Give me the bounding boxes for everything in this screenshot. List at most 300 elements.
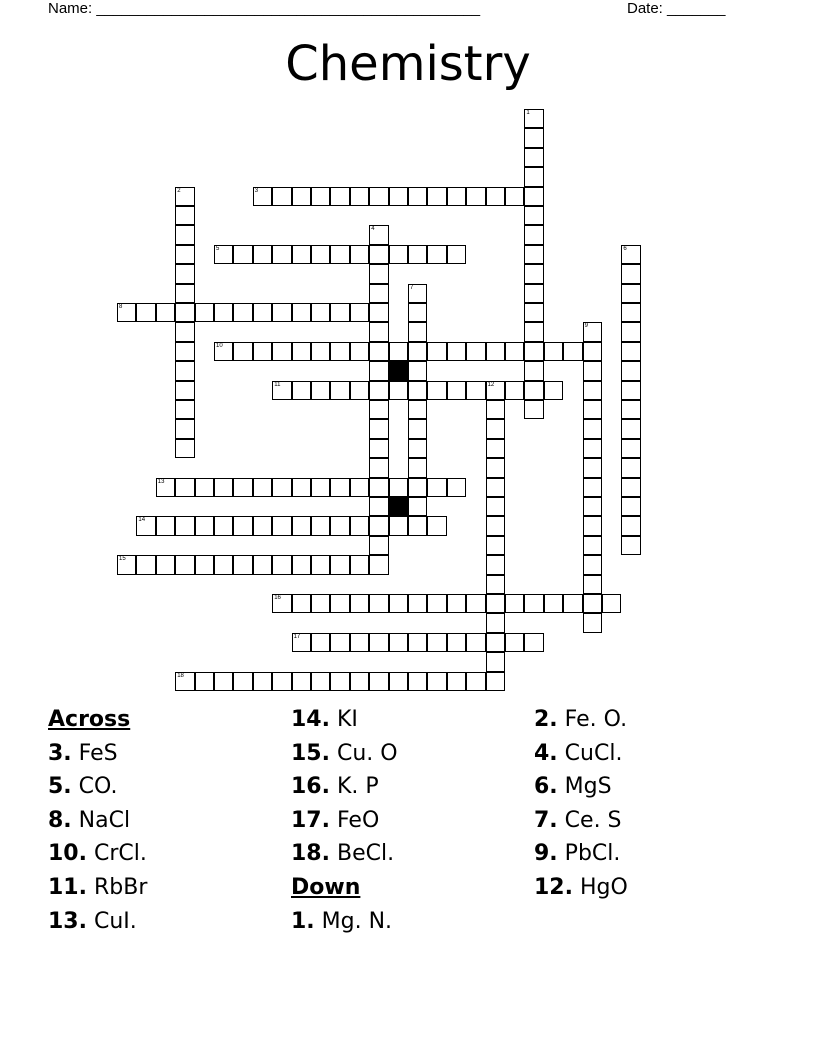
grid-cell[interactable] bbox=[369, 245, 388, 264]
grid-cell[interactable] bbox=[486, 613, 505, 632]
grid-cell[interactable] bbox=[195, 672, 214, 691]
grid-cell[interactable] bbox=[369, 225, 388, 244]
grid-cell[interactable] bbox=[175, 303, 194, 322]
grid-cell[interactable] bbox=[253, 342, 272, 361]
blocked-cell bbox=[389, 361, 408, 380]
grid-cell[interactable] bbox=[524, 381, 543, 400]
grid-cell[interactable] bbox=[253, 516, 272, 535]
grid-cell[interactable] bbox=[350, 594, 369, 613]
grid-cell[interactable] bbox=[524, 109, 543, 128]
grid-cell[interactable] bbox=[621, 516, 640, 535]
grid-cell[interactable] bbox=[330, 381, 349, 400]
grid-cell[interactable] bbox=[233, 342, 252, 361]
grid-cell[interactable] bbox=[214, 555, 233, 574]
grid-cell[interactable] bbox=[486, 342, 505, 361]
grid-cell[interactable] bbox=[233, 245, 252, 264]
grid-cell[interactable] bbox=[369, 419, 388, 438]
grid-cell[interactable] bbox=[524, 633, 543, 652]
grid-cell[interactable] bbox=[621, 342, 640, 361]
grid-cell[interactable] bbox=[330, 303, 349, 322]
grid-cell[interactable] bbox=[311, 342, 330, 361]
grid-cell[interactable] bbox=[389, 187, 408, 206]
grid-cell[interactable] bbox=[233, 672, 252, 691]
grid-cell[interactable] bbox=[427, 478, 446, 497]
grid-cell[interactable] bbox=[389, 516, 408, 535]
grid-cell[interactable] bbox=[505, 381, 524, 400]
grid-cell[interactable] bbox=[524, 148, 543, 167]
grid-cell[interactable] bbox=[136, 555, 155, 574]
clue-column-2 bbox=[291, 703, 398, 938]
grid-cell[interactable] bbox=[369, 594, 388, 613]
grid-cell[interactable] bbox=[563, 342, 582, 361]
grid-cell[interactable] bbox=[175, 361, 194, 380]
grid-cell[interactable] bbox=[544, 342, 563, 361]
grid-cell[interactable] bbox=[524, 167, 543, 186]
grid-cell[interactable] bbox=[195, 303, 214, 322]
grid-cell[interactable] bbox=[156, 478, 175, 497]
grid-cell[interactable] bbox=[369, 478, 388, 497]
grid-cell[interactable] bbox=[486, 187, 505, 206]
clue-number: 17. bbox=[291, 807, 330, 833]
grid-cell[interactable] bbox=[369, 672, 388, 691]
grid-cell[interactable] bbox=[447, 478, 466, 497]
grid-cell[interactable] bbox=[486, 555, 505, 574]
grid-cell[interactable] bbox=[369, 284, 388, 303]
grid-cell[interactable] bbox=[369, 536, 388, 555]
grid-cell[interactable] bbox=[175, 672, 194, 691]
grid-cell[interactable] bbox=[369, 633, 388, 652]
grid-cell[interactable] bbox=[292, 478, 311, 497]
grid-cell[interactable] bbox=[350, 672, 369, 691]
grid-cell[interactable] bbox=[486, 419, 505, 438]
grid-cell[interactable] bbox=[389, 594, 408, 613]
grid-cell[interactable] bbox=[272, 555, 291, 574]
grid-cell[interactable] bbox=[272, 342, 291, 361]
grid-cell[interactable] bbox=[136, 516, 155, 535]
grid-cell[interactable] bbox=[117, 555, 136, 574]
grid-cell[interactable] bbox=[583, 439, 602, 458]
cell-number: 8 bbox=[119, 304, 123, 310]
grid-cell[interactable] bbox=[389, 478, 408, 497]
grid-cell[interactable] bbox=[408, 322, 427, 341]
grid-cell[interactable] bbox=[583, 458, 602, 477]
grid-cell[interactable] bbox=[292, 187, 311, 206]
clue-number: 8. bbox=[48, 807, 72, 833]
clue-down-9 bbox=[534, 837, 628, 871]
grid-cell[interactable] bbox=[447, 245, 466, 264]
grid-cell[interactable] bbox=[175, 322, 194, 341]
grid-cell[interactable] bbox=[427, 245, 446, 264]
grid-cell[interactable] bbox=[214, 516, 233, 535]
grid-cell[interactable] bbox=[621, 419, 640, 438]
grid-cell[interactable] bbox=[486, 497, 505, 516]
grid-cell[interactable] bbox=[350, 516, 369, 535]
grid-cell[interactable] bbox=[524, 361, 543, 380]
grid-cell[interactable] bbox=[330, 245, 349, 264]
grid-cell[interactable] bbox=[330, 516, 349, 535]
clue-number: 4. bbox=[534, 740, 558, 766]
grid-cell[interactable] bbox=[583, 497, 602, 516]
grid-cell[interactable] bbox=[408, 342, 427, 361]
grid-cell[interactable] bbox=[486, 458, 505, 477]
grid-cell[interactable] bbox=[447, 633, 466, 652]
grid-cell[interactable] bbox=[117, 303, 136, 322]
grid-cell[interactable] bbox=[505, 342, 524, 361]
clue-number: 3. bbox=[48, 740, 72, 766]
cell-number: 2 bbox=[177, 187, 181, 194]
grid-cell[interactable] bbox=[350, 303, 369, 322]
grid-cell[interactable] bbox=[427, 594, 446, 613]
grid-cell[interactable] bbox=[175, 187, 194, 206]
grid-cell[interactable] bbox=[175, 245, 194, 264]
cell-number: 13 bbox=[157, 478, 165, 485]
grid-cell[interactable] bbox=[602, 594, 621, 613]
grid-cell[interactable] bbox=[195, 478, 214, 497]
grid-cell[interactable] bbox=[524, 128, 543, 147]
grid-cell[interactable] bbox=[311, 594, 330, 613]
grid-cell[interactable] bbox=[447, 594, 466, 613]
grid-cell[interactable] bbox=[621, 381, 640, 400]
grid-cell[interactable] bbox=[369, 497, 388, 516]
grid-cell[interactable] bbox=[408, 245, 427, 264]
grid-cell[interactable] bbox=[408, 381, 427, 400]
grid-cell[interactable] bbox=[486, 594, 505, 613]
grid-cell[interactable] bbox=[253, 672, 272, 691]
clue-number: 9. bbox=[534, 841, 558, 867]
grid-cell[interactable] bbox=[563, 594, 582, 613]
grid-cell[interactable] bbox=[369, 458, 388, 477]
grid-cell[interactable] bbox=[292, 516, 311, 535]
grid-cell[interactable] bbox=[253, 245, 272, 264]
grid-cell[interactable] bbox=[447, 187, 466, 206]
grid-cell[interactable] bbox=[369, 381, 388, 400]
grid-cell[interactable] bbox=[466, 342, 485, 361]
grid-cell[interactable] bbox=[486, 633, 505, 652]
grid-cell[interactable] bbox=[447, 342, 466, 361]
grid-cell[interactable] bbox=[253, 187, 272, 206]
grid-cell[interactable] bbox=[175, 264, 194, 283]
grid-cell[interactable] bbox=[311, 633, 330, 652]
grid-cell[interactable] bbox=[311, 478, 330, 497]
cell-number: 7 bbox=[410, 284, 414, 291]
grid-cell[interactable] bbox=[369, 187, 388, 206]
grid-cell[interactable] bbox=[583, 419, 602, 438]
grid-cell[interactable] bbox=[369, 516, 388, 535]
grid-cell[interactable] bbox=[272, 478, 291, 497]
grid-cell[interactable] bbox=[175, 381, 194, 400]
grid-cell[interactable] bbox=[311, 672, 330, 691]
grid-cell[interactable] bbox=[389, 381, 408, 400]
grid-cell[interactable] bbox=[292, 555, 311, 574]
grid-cell[interactable] bbox=[311, 516, 330, 535]
grid-cell[interactable] bbox=[505, 633, 524, 652]
grid-cell[interactable] bbox=[350, 342, 369, 361]
grid-cell[interactable] bbox=[369, 555, 388, 574]
cell-number: 16 bbox=[274, 595, 281, 601]
grid-cell[interactable] bbox=[524, 400, 543, 419]
grid-cell[interactable] bbox=[175, 206, 194, 225]
grid-cell[interactable] bbox=[175, 225, 194, 244]
grid-cell[interactable] bbox=[621, 439, 640, 458]
grid-cell[interactable] bbox=[330, 633, 349, 652]
grid-cell[interactable] bbox=[195, 555, 214, 574]
cell-number: 14 bbox=[138, 517, 146, 524]
grid-cell[interactable] bbox=[214, 342, 233, 361]
grid-cell[interactable] bbox=[486, 400, 505, 419]
grid-cell[interactable] bbox=[330, 555, 349, 574]
grid-cell[interactable] bbox=[621, 536, 640, 555]
grid-cell[interactable] bbox=[350, 633, 369, 652]
grid-cell[interactable] bbox=[621, 400, 640, 419]
grid-cell[interactable] bbox=[214, 478, 233, 497]
grid-cell[interactable] bbox=[369, 342, 388, 361]
name-field[interactable]: Name: ______________________________________________ bbox=[48, 0, 481, 17]
grid-cell[interactable] bbox=[621, 264, 640, 283]
clue-text: CuCl. bbox=[564, 740, 623, 766]
grid-cell[interactable] bbox=[272, 245, 291, 264]
grid-cell[interactable] bbox=[621, 322, 640, 341]
grid-cell[interactable] bbox=[311, 245, 330, 264]
clue-text: HgO bbox=[579, 874, 628, 900]
grid-cell[interactable] bbox=[427, 342, 446, 361]
grid-cell[interactable] bbox=[408, 303, 427, 322]
grid-cell[interactable] bbox=[524, 245, 543, 264]
grid-cell[interactable] bbox=[253, 303, 272, 322]
clue-number: 15. bbox=[291, 740, 330, 766]
grid-cell[interactable] bbox=[583, 400, 602, 419]
grid-cell[interactable] bbox=[486, 381, 505, 400]
grid-cell[interactable] bbox=[466, 381, 485, 400]
clue-number: 16. bbox=[291, 774, 330, 800]
grid-cell[interactable] bbox=[311, 381, 330, 400]
grid-cell[interactable] bbox=[447, 381, 466, 400]
cell-number: 1 bbox=[526, 110, 530, 116]
grid-cell[interactable] bbox=[408, 361, 427, 380]
grid-cell[interactable] bbox=[524, 594, 543, 613]
grid-cell[interactable] bbox=[272, 594, 291, 613]
grid-cell[interactable] bbox=[583, 381, 602, 400]
grid-cell[interactable] bbox=[408, 478, 427, 497]
grid-cell[interactable] bbox=[175, 419, 194, 438]
grid-cell[interactable] bbox=[408, 400, 427, 419]
grid-cell[interactable] bbox=[505, 187, 524, 206]
grid-cell[interactable] bbox=[466, 633, 485, 652]
grid-cell[interactable] bbox=[466, 187, 485, 206]
grid-cell[interactable] bbox=[466, 594, 485, 613]
grid-cell[interactable] bbox=[350, 187, 369, 206]
grid-cell[interactable] bbox=[524, 206, 543, 225]
grid-cell[interactable] bbox=[175, 400, 194, 419]
grid-cell[interactable] bbox=[408, 497, 427, 516]
grid-cell[interactable] bbox=[253, 555, 272, 574]
grid-cell[interactable] bbox=[156, 516, 175, 535]
grid-cell[interactable] bbox=[621, 303, 640, 322]
grid-cell[interactable] bbox=[292, 245, 311, 264]
grid-cell[interactable] bbox=[389, 245, 408, 264]
grid-cell[interactable] bbox=[389, 633, 408, 652]
grid-cell[interactable] bbox=[583, 594, 602, 613]
grid-cell[interactable] bbox=[233, 303, 252, 322]
grid-cell[interactable] bbox=[486, 652, 505, 671]
grid-cell[interactable] bbox=[292, 672, 311, 691]
grid-cell[interactable] bbox=[447, 672, 466, 691]
grid-cell[interactable] bbox=[486, 575, 505, 594]
clue-text: KI bbox=[336, 707, 358, 732]
grid-cell[interactable] bbox=[350, 381, 369, 400]
grid-cell[interactable] bbox=[583, 613, 602, 632]
grid-cell[interactable] bbox=[311, 187, 330, 206]
grid-cell[interactable] bbox=[427, 187, 446, 206]
grid-cell[interactable] bbox=[524, 303, 543, 322]
grid-cell[interactable] bbox=[427, 633, 446, 652]
grid-cell[interactable] bbox=[486, 439, 505, 458]
grid-cell[interactable] bbox=[621, 361, 640, 380]
grid-cell[interactable] bbox=[621, 478, 640, 497]
grid-cell[interactable] bbox=[544, 594, 563, 613]
grid-cell[interactable] bbox=[524, 225, 543, 244]
grid-cell[interactable] bbox=[486, 478, 505, 497]
grid-cell[interactable] bbox=[214, 672, 233, 691]
grid-cell[interactable] bbox=[583, 361, 602, 380]
grid-cell[interactable] bbox=[330, 594, 349, 613]
grid-cell[interactable] bbox=[389, 672, 408, 691]
clue-across-11 bbox=[48, 871, 147, 905]
grid-cell[interactable] bbox=[486, 516, 505, 535]
grid-cell[interactable] bbox=[136, 303, 155, 322]
clue-text: MgS bbox=[564, 774, 612, 800]
grid-cell[interactable] bbox=[408, 187, 427, 206]
date-field[interactable]: Date: _______ bbox=[627, 0, 726, 17]
grid-cell[interactable] bbox=[544, 381, 563, 400]
clue-number: 5. bbox=[48, 774, 72, 800]
grid-cell[interactable] bbox=[311, 555, 330, 574]
grid-cell[interactable] bbox=[408, 419, 427, 438]
grid-cell[interactable] bbox=[583, 342, 602, 361]
grid-cell[interactable] bbox=[156, 303, 175, 322]
grid-cell[interactable] bbox=[156, 555, 175, 574]
grid-cell[interactable] bbox=[369, 322, 388, 341]
grid-cell[interactable] bbox=[292, 594, 311, 613]
grid-cell[interactable] bbox=[524, 342, 543, 361]
clue-across-10 bbox=[48, 837, 147, 871]
grid-cell[interactable] bbox=[233, 478, 252, 497]
grid-cell[interactable] bbox=[408, 439, 427, 458]
grid-cell[interactable] bbox=[330, 672, 349, 691]
grid-cell[interactable] bbox=[350, 555, 369, 574]
grid-cell[interactable] bbox=[214, 245, 233, 264]
grid-cell[interactable] bbox=[466, 672, 485, 691]
grid-cell[interactable] bbox=[408, 594, 427, 613]
grid-cell[interactable] bbox=[272, 381, 291, 400]
grid-cell[interactable] bbox=[272, 516, 291, 535]
grid-cell[interactable] bbox=[486, 536, 505, 555]
grid-cell[interactable] bbox=[253, 478, 272, 497]
grid-cell[interactable] bbox=[486, 672, 505, 691]
grid-cell[interactable] bbox=[408, 458, 427, 477]
cell-number: 3 bbox=[254, 187, 259, 194]
grid-cell[interactable] bbox=[272, 187, 291, 206]
clue-text: RbBr bbox=[93, 874, 148, 900]
grid-cell[interactable] bbox=[233, 555, 252, 574]
grid-cell[interactable] bbox=[369, 303, 388, 322]
grid-cell[interactable] bbox=[408, 284, 427, 303]
clue-number: 14. bbox=[291, 707, 330, 732]
grid-cell[interactable] bbox=[427, 516, 446, 535]
down-heading: Down bbox=[291, 874, 361, 900]
grid-cell[interactable] bbox=[175, 555, 194, 574]
grid-cell[interactable] bbox=[292, 633, 311, 652]
grid-cell[interactable] bbox=[408, 516, 427, 535]
grid-cell[interactable] bbox=[621, 458, 640, 477]
clue-down-1 bbox=[291, 905, 398, 939]
grid-cell[interactable] bbox=[621, 245, 640, 264]
grid-cell[interactable] bbox=[583, 555, 602, 574]
grid-cell[interactable] bbox=[621, 284, 640, 303]
grid-cell[interactable] bbox=[369, 439, 388, 458]
clue-down-6 bbox=[534, 770, 628, 804]
clue-text: CrCl. bbox=[93, 841, 147, 867]
clue-across-16 bbox=[291, 770, 398, 804]
grid-cell[interactable] bbox=[195, 516, 214, 535]
grid-cell[interactable] bbox=[524, 322, 543, 341]
grid-cell[interactable] bbox=[583, 536, 602, 555]
grid-cell[interactable] bbox=[272, 672, 291, 691]
cell-number: 9 bbox=[584, 323, 588, 330]
grid-cell[interactable] bbox=[175, 516, 194, 535]
grid-cell[interactable] bbox=[292, 303, 311, 322]
grid-cell[interactable] bbox=[214, 303, 233, 322]
grid-cell[interactable] bbox=[350, 245, 369, 264]
grid-cell[interactable] bbox=[427, 381, 446, 400]
clue-across-15 bbox=[291, 737, 398, 771]
grid-cell[interactable] bbox=[272, 303, 291, 322]
grid-cell[interactable] bbox=[621, 497, 640, 516]
grid-cell[interactable] bbox=[292, 342, 311, 361]
grid-cell[interactable] bbox=[427, 672, 446, 691]
cell-number: 17 bbox=[293, 633, 301, 640]
grid-cell[interactable] bbox=[389, 342, 408, 361]
grid-cell[interactable] bbox=[175, 478, 194, 497]
grid-cell[interactable] bbox=[311, 303, 330, 322]
grid-cell[interactable] bbox=[524, 187, 543, 206]
grid-cell[interactable] bbox=[330, 342, 349, 361]
grid-cell[interactable] bbox=[233, 516, 252, 535]
grid-cell[interactable] bbox=[369, 264, 388, 283]
clue-text: Mg. N. bbox=[321, 908, 393, 934]
clue-text: FeS bbox=[78, 740, 118, 766]
grid-cell[interactable] bbox=[524, 264, 543, 283]
grid-cell[interactable] bbox=[175, 284, 194, 303]
clue-number: 13. bbox=[48, 908, 87, 934]
grid-cell[interactable] bbox=[583, 478, 602, 497]
grid-cell[interactable] bbox=[369, 361, 388, 380]
grid-cell[interactable] bbox=[583, 575, 602, 594]
grid-cell[interactable] bbox=[292, 381, 311, 400]
grid-cell[interactable] bbox=[524, 284, 543, 303]
grid-cell[interactable] bbox=[408, 633, 427, 652]
grid-cell[interactable] bbox=[175, 439, 194, 458]
grid-cell[interactable] bbox=[369, 400, 388, 419]
grid-cell[interactable] bbox=[175, 342, 194, 361]
grid-cell[interactable] bbox=[583, 322, 602, 341]
clue-text: BeCl. bbox=[336, 841, 395, 867]
grid-cell[interactable] bbox=[330, 187, 349, 206]
grid-cell[interactable] bbox=[408, 672, 427, 691]
grid-cell[interactable] bbox=[583, 516, 602, 535]
grid-cell[interactable] bbox=[505, 594, 524, 613]
grid-cell[interactable] bbox=[330, 478, 349, 497]
grid-cell[interactable] bbox=[350, 478, 369, 497]
